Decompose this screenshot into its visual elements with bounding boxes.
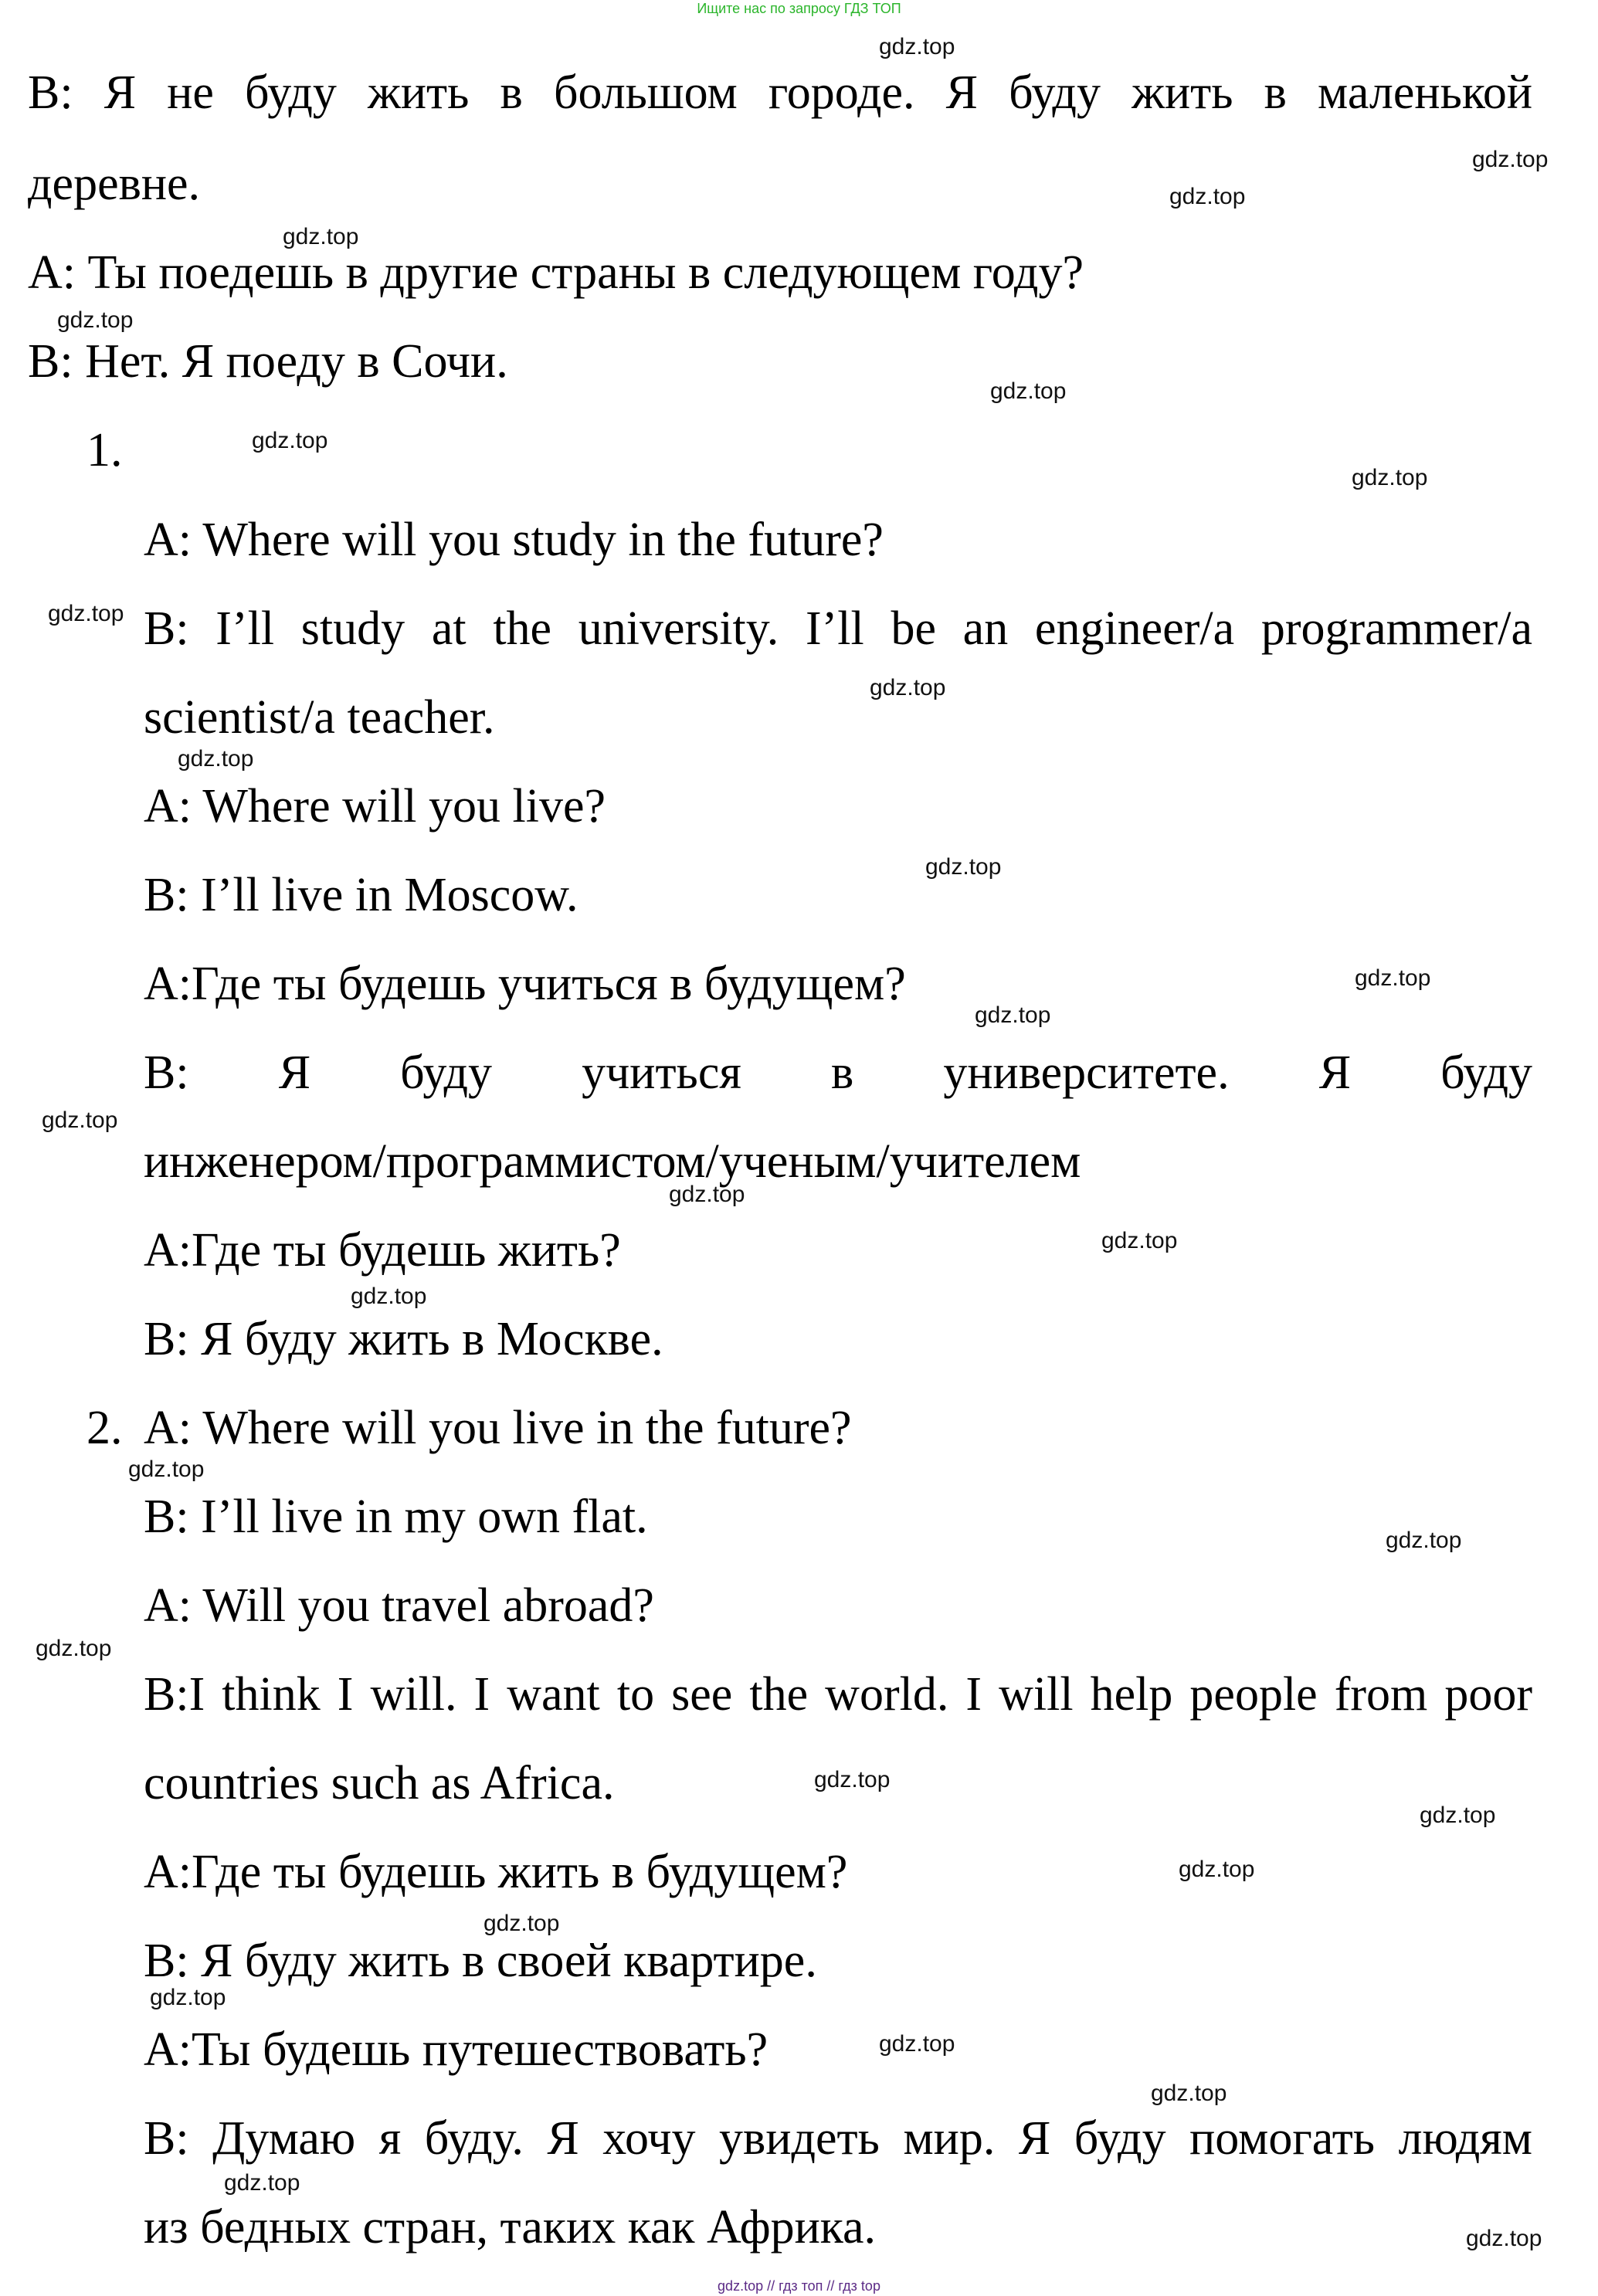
watermark: gdz.top	[879, 2031, 955, 2057]
watermark: gdz.top	[48, 601, 124, 626]
watermark: gdz.top	[925, 854, 1002, 880]
footer: gdz.top // гдз топ // гдз top	[718, 2278, 880, 2294]
watermark: gdz.top	[814, 1767, 891, 1792]
s1-line-4: A: Where will you live?	[144, 780, 606, 833]
top-banner: Ищите нас по запросу ГДЗ ТОП	[697, 1, 901, 16]
s1-line-5: B: I’ll live in Moscow.	[144, 869, 578, 921]
watermark: gdz.top	[1355, 965, 1431, 991]
watermark: gdz.top	[1179, 1857, 1255, 1882]
watermark: gdz.top	[283, 224, 359, 249]
watermark: gdz.top	[1466, 2226, 1542, 2251]
watermark: gdz.top	[990, 378, 1067, 404]
section2-number: 2.	[87, 1402, 123, 1454]
intro-b1-line2: деревне.	[28, 158, 201, 210]
watermark: gdz.top	[42, 1107, 118, 1133]
watermark: gdz.top	[252, 428, 328, 453]
intro-a1: А: Ты поедешь в другие страны в следующем году?	[28, 246, 1084, 299]
watermark: gdz.top	[351, 1284, 427, 1309]
watermark: gdz.top	[1472, 147, 1549, 172]
watermark: gdz.top	[1420, 1803, 1496, 1828]
watermark: gdz.top	[1386, 1528, 1462, 1553]
watermark: gdz.top	[224, 2170, 300, 2196]
s2-line-2: B: I’ll live in my own flat.	[144, 1491, 648, 1543]
watermark: gdz.top	[1352, 465, 1428, 490]
watermark: gdz.top	[1151, 2081, 1227, 2106]
s1-line-10: B: Я буду жить в Москве.	[144, 1313, 663, 1365]
s2-line-6: A:Где ты будешь жить в будущем?	[144, 1846, 848, 1898]
s2-line-9: B: Думаю я буду. Я хочу увидеть мир. Я буду помогать людям	[144, 2112, 1532, 2165]
watermark: gdz.top	[178, 746, 254, 772]
s2-line-4: B:I think I will. I want to see the world. I will help people from poor	[144, 1668, 1532, 1721]
watermark: gdz.top	[1101, 1228, 1178, 1253]
s1-line-2: B: I’ll study at the university. I’ll be an engineer/a programmer/a	[144, 602, 1532, 655]
s2-line-7: B: Я буду жить в своей квартире.	[144, 1935, 817, 1987]
s2-line-1: A: Where will you live in the future?	[144, 1402, 852, 1454]
watermark: gdz.top	[870, 675, 946, 700]
watermark: gdz.top	[483, 1911, 560, 1936]
s1-line-3: scientist/a teacher.	[144, 691, 495, 744]
s1-line-9: A:Где ты будешь жить?	[144, 1224, 621, 1277]
watermark: gdz.top	[57, 307, 134, 333]
watermark: gdz.top	[669, 1182, 745, 1207]
watermark: gdz.top	[36, 1636, 112, 1661]
intro-b2: В: Нет. Я поеду в Сочи.	[28, 335, 508, 388]
section1-number: 1.	[87, 424, 123, 476]
s1-line-8: инженером/программистом/ученым/учителем	[144, 1135, 1081, 1188]
s1-line-6: A:Где ты будешь учиться в будущем?	[144, 958, 906, 1010]
watermark: gdz.top	[975, 1002, 1051, 1028]
s2-line-3: A: Will you travel abroad?	[144, 1579, 654, 1632]
watermark: gdz.top	[1169, 184, 1246, 209]
s1-line-1: A: Where will you study in the future?	[144, 514, 884, 566]
watermark: gdz.top	[150, 1985, 226, 2010]
s2-line-5: countries such as Africa.	[144, 1757, 615, 1809]
watermark: gdz.top	[128, 1457, 205, 1482]
s2-line-10: из бедных стран, таких как Африка.	[144, 2201, 877, 2254]
watermark: gdz.top	[879, 34, 955, 59]
intro-b1-line1: B: Я не буду жить в большом городе. Я буду жить в маленькой	[28, 66, 1532, 119]
s1-line-7: B: Я буду учиться в университете. Я буду	[144, 1046, 1532, 1099]
s2-line-8: A:Ты будешь путешествовать?	[144, 2023, 768, 2076]
